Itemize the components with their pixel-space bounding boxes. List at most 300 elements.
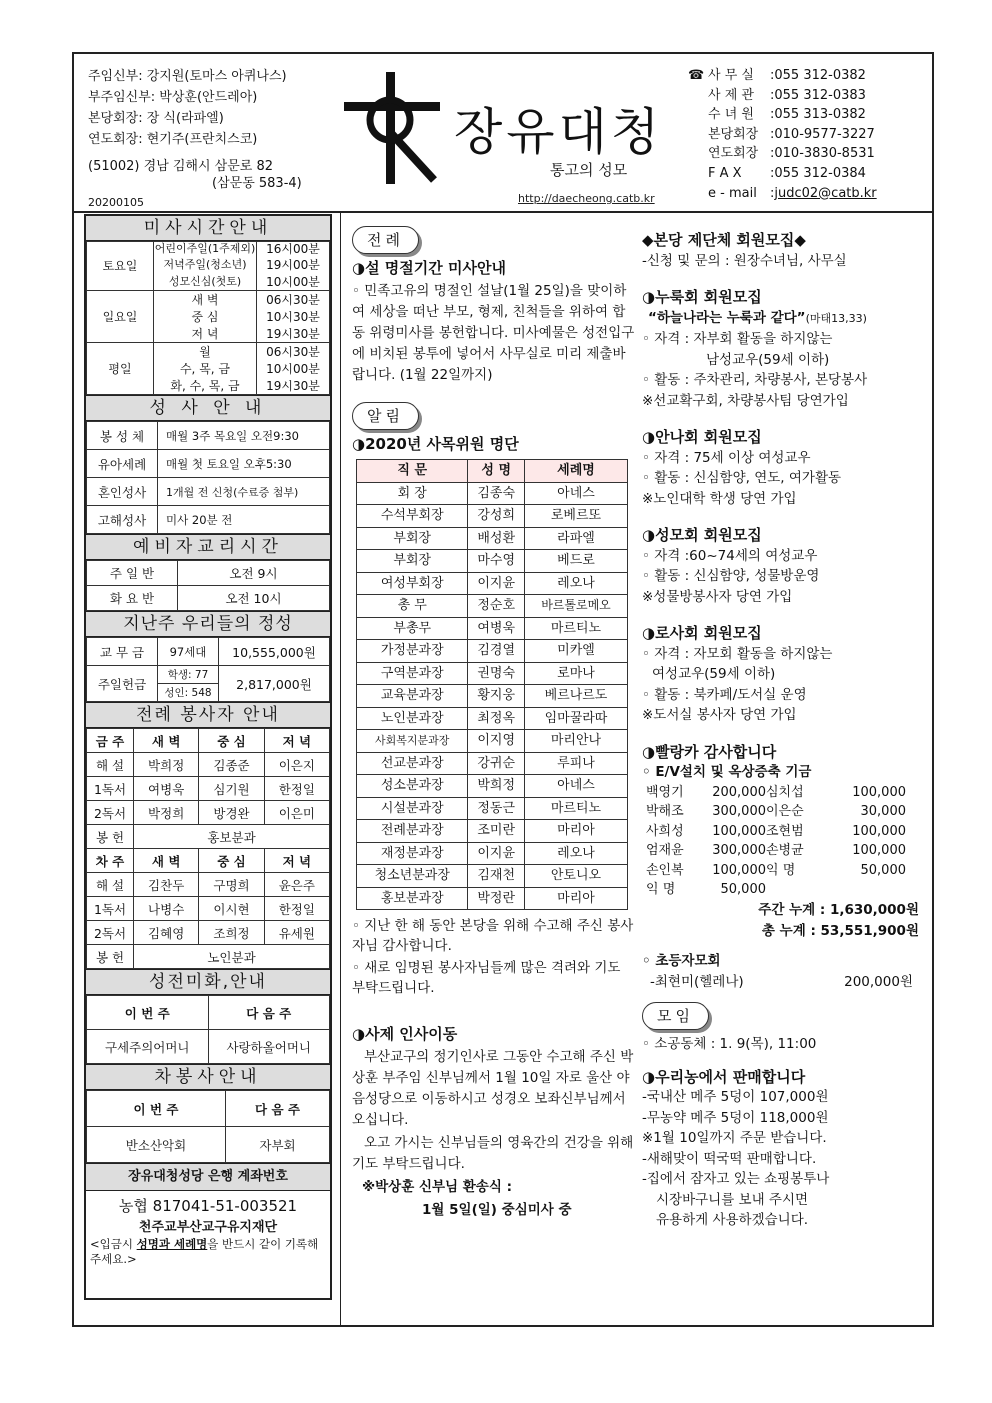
- flower-team: 사랑하올어머니: [208, 1030, 330, 1064]
- contact-key: 사 무 실: [708, 68, 754, 83]
- committee-position: 재정분과장: [357, 842, 468, 865]
- committee-position: 시설분과장: [357, 797, 468, 820]
- list-item: ◦ 자격 : 자부회 활동을 하지않는: [642, 331, 833, 347]
- list-item: ◦ 자격 : 자모회 활동을 하지않는: [642, 645, 833, 662]
- phone-icon: ☎: [688, 68, 705, 83]
- committee-name: 이지영: [468, 730, 524, 753]
- committee-row: [357, 820, 628, 843]
- liturgy-person: 김종준: [199, 753, 264, 777]
- list-item: 시장바구니를 보내 주시면: [656, 1191, 809, 1208]
- liturgy-role: 봉 헌: [87, 945, 134, 969]
- mass-time: 10시30분: [257, 308, 330, 325]
- offering-students: 학생: 77: [158, 666, 219, 684]
- committee-baptismal-name: 마리아: [524, 887, 627, 910]
- class-time: 오전 10시: [178, 586, 330, 611]
- committee-position: 부회장: [357, 527, 468, 550]
- flower-table: [86, 995, 330, 1064]
- committee-name: 박정란: [468, 887, 524, 910]
- paragraph: ◦ 민족고유의 명절인 설날(1월 25일)을 맞이하여 세상을 떠난 부모, 형제, 친척들을 위하여 합동 위령미사를 봉헌합니다. 미사예물은 성전입구에 비치된 봉투에 넣어서 사무실로 미리 제출바랍니다. (1월 22일까지): [352, 283, 635, 383]
- donor-name: 익 명: [646, 882, 676, 898]
- committee-baptismal-name: 로마나: [524, 662, 627, 685]
- sacrament-time: 매월 3주 목요일 오전9:30: [158, 422, 330, 450]
- committee-name: 황지웅: [468, 685, 524, 708]
- header: [74, 54, 932, 213]
- email-link[interactable]: judc02@catb.kr: [774, 185, 877, 201]
- section-heading: ◑사제 인사이동: [352, 1025, 458, 1043]
- committee-position: 가정분과장: [357, 640, 468, 663]
- bank-account: 농협 817041-51-003521: [118, 1197, 298, 1215]
- bank-owner: 천주교부산교구유지재단: [138, 1220, 278, 1235]
- liturgy-person: 조희정: [199, 921, 264, 945]
- committee-row: [357, 797, 628, 820]
- contact-value: 055 312-0383: [774, 87, 866, 103]
- mass-time: 19시30분: [257, 325, 330, 343]
- flower-head: 다 음 주: [208, 996, 330, 1030]
- paragraph: ◦ 지난 한 해 동안 본당을 위해 수고해 주신 봉사자님 감사합니다.: [352, 918, 634, 954]
- offering-amount: 10,555,000원: [219, 638, 330, 666]
- committee-position: 부총무: [357, 617, 468, 640]
- liturgy-person: 박희정: [134, 753, 199, 777]
- liturgy-head: 금 주: [87, 729, 134, 753]
- contact-value: :: [770, 68, 775, 83]
- donor-amount: 50,000: [720, 882, 766, 898]
- committee-row: [357, 707, 628, 730]
- liturgy-pill: 전례: [352, 226, 419, 254]
- address: [88, 158, 302, 192]
- donor-amount: 300,000: [712, 804, 766, 820]
- contact-row: [688, 66, 877, 86]
- section-heading: ◑우리농에서 판매합니다: [642, 1067, 806, 1086]
- list-item: 유용하게 사용하겠습니다.: [656, 1212, 809, 1229]
- donor-name: 엄재윤: [646, 843, 684, 859]
- liturgy-person: 유세원: [264, 921, 329, 945]
- committee-name: 마수영: [468, 550, 524, 573]
- committee-row: [357, 752, 628, 775]
- mass-time: 19시30분: [257, 377, 330, 395]
- contact-row: [688, 184, 877, 204]
- list-item: -새해맞이 떡국떡 판매합니다.: [642, 1150, 817, 1167]
- bulletin-page: [72, 52, 934, 1327]
- liturgy-person: 박정희: [134, 801, 199, 825]
- contacts-list: [688, 66, 877, 203]
- committee-name: 김경열: [468, 640, 524, 663]
- farewell-label: ※박상훈 신부님 환송식 :: [362, 1179, 512, 1195]
- meeting-pill: 모임: [642, 1002, 709, 1030]
- committee-baptismal-name: 마리아: [524, 820, 627, 843]
- sacrament-table: [86, 421, 330, 534]
- liturgy-role: 2독서: [87, 801, 134, 825]
- liturgy-head: 새 벽: [134, 729, 199, 753]
- column-divider: [340, 211, 341, 1325]
- mass-type: 성모신심(첫토): [154, 273, 257, 291]
- paragraph: ◦ 새로 임명된 봉사자님들께 많은 격려와 기도 부탁드립니다.: [352, 960, 621, 996]
- committee-position: 전례분과장: [357, 820, 468, 843]
- contact-row: [688, 105, 877, 125]
- committee-baptismal-name: 미카엘: [524, 640, 627, 663]
- committee-name: 강성희: [468, 505, 524, 528]
- contact-value: 055 312-0384: [774, 165, 866, 181]
- mass-time: 16시00분: [257, 242, 330, 257]
- list-item: ※성물방봉사자 당연 가입: [642, 588, 793, 605]
- car-service-title: 차봉사안내: [86, 1064, 330, 1090]
- committee-baptismal-name: 바르톨로메오: [524, 595, 627, 618]
- committee-head: 세례명: [524, 460, 627, 483]
- list-item: -국내산 메주 5덩이 107,000원: [642, 1089, 829, 1106]
- mass-time: 19시00분: [257, 256, 330, 273]
- offering-adults: 성인: 548: [158, 684, 219, 702]
- list-item: -집에서 잠자고 있는 쇼핑봉투나: [642, 1171, 830, 1188]
- committee-name: 권명숙: [468, 662, 524, 685]
- donor-amount: 200,000원: [844, 973, 913, 990]
- mass-type: 화, 수, 목, 금: [154, 377, 257, 395]
- contact-row: [688, 86, 877, 106]
- week-total: 주간 누계 : 1,630,000원: [758, 902, 919, 919]
- bank-note: [86, 1235, 330, 1269]
- contact-key: F A X: [708, 165, 742, 181]
- contact-value: 055 312-0382: [774, 68, 866, 83]
- committee-baptismal-name: 아네스: [524, 775, 627, 798]
- bank-note-text: 을 반드시 같이 기록해 주세요.>: [90, 1237, 319, 1266]
- sacrament-time: 1개월 전 신청(수료증 첨부): [158, 478, 330, 506]
- middle-column: [352, 226, 637, 1223]
- mass-times-table: [86, 241, 330, 395]
- liturgy-person: 윤은주: [264, 873, 329, 897]
- liturgy-role: 해 설: [87, 873, 134, 897]
- offering-amount: 2,817,000원: [219, 666, 330, 702]
- committee-row: [357, 775, 628, 798]
- section-heading: ◑성모회 회원모집: [642, 526, 762, 544]
- contact-value: :: [770, 185, 775, 201]
- liturgy-person: 나병수: [134, 897, 199, 921]
- committee-row: [357, 887, 628, 910]
- committee-baptismal-name: 루피나: [524, 752, 627, 775]
- list-item: ◦ 활동 : 주차관리, 차량봉사, 본당봉사: [642, 372, 868, 388]
- committee-position: 홍보분과장: [357, 887, 468, 910]
- donor-amount: 100,000: [852, 843, 906, 859]
- bank-note-text: <입금시: [90, 1237, 137, 1251]
- list-item: 남성교우(59세 이하): [706, 351, 830, 368]
- list-item: ※선교확구회, 차량봉사팀 당연가입: [642, 392, 849, 409]
- sacrament-time: 매월 첫 토요일 오후5:30: [158, 450, 330, 478]
- committee-row: [357, 505, 628, 528]
- committee-row: [357, 662, 628, 685]
- contact-key: 수 녀 원: [708, 107, 754, 123]
- sacrament-name: 봉 성 체: [87, 422, 158, 450]
- section-heading: ◑빨랑카 감사합니다: [642, 742, 777, 761]
- donor-name: 손병균: [766, 843, 804, 859]
- list-item: 여성교우(59세 이하): [652, 666, 776, 682]
- list-item: ※1월 10일까지 주문 받습니다.: [642, 1130, 827, 1147]
- paragraph: 오고 가시는 신부님들의 영육간의 건강을 위해 기도 부탁드립니다.: [352, 1135, 634, 1172]
- committee-position: 수석부회장: [357, 505, 468, 528]
- donor-amount: 100,000: [712, 862, 766, 878]
- bank-info: [86, 1191, 330, 1269]
- contact-value: :: [770, 107, 775, 123]
- list-item: ※노인대학 학생 당연 가입: [642, 490, 797, 507]
- committee-baptismal-name: 라파엘: [524, 527, 627, 550]
- donor-amount: 30,000: [860, 804, 906, 820]
- committee-name: 김종숙: [468, 482, 524, 505]
- committee-baptismal-name: 임마꿀라따: [524, 707, 627, 730]
- committee-position: 회 장: [357, 482, 468, 505]
- donor-list: [646, 783, 927, 901]
- committee-head: 직 문: [357, 460, 468, 483]
- car-team: 자부회: [225, 1127, 329, 1163]
- contact-row: [688, 125, 877, 145]
- offering-households: 97세대: [158, 638, 219, 666]
- committee-table: [356, 459, 628, 910]
- flower-team: 구세주의어머니: [87, 1030, 209, 1064]
- committee-baptismal-name: 레오나: [524, 842, 627, 865]
- car-head: 다 음 주: [225, 1091, 329, 1127]
- clergy-line: 본당회장: 장 식(라파엘): [88, 111, 224, 126]
- committee-baptismal-name: 베드로: [524, 550, 627, 573]
- car-service-table: [86, 1090, 330, 1163]
- committee-row: [357, 842, 628, 865]
- liturgy-head: 저 녁: [264, 849, 329, 873]
- donor-amount: 100,000: [712, 823, 766, 839]
- mass-type: 저녁주일(청소년): [154, 256, 257, 273]
- mass-day: 일요일: [87, 291, 154, 343]
- committee-row: [357, 595, 628, 618]
- contact-key: 연도회장: [708, 146, 759, 162]
- class-time: 오전 9시: [178, 561, 330, 586]
- committee-name: 조미란: [468, 820, 524, 843]
- list-item: ◦ 활동 : 신심함양, 연도, 여가활동: [642, 470, 842, 486]
- committee-row: [357, 617, 628, 640]
- liturgy-head: 중 심: [199, 729, 264, 753]
- liturgy-person: 이시현: [199, 897, 264, 921]
- liturgy-offering-team: 노인분과: [134, 945, 330, 969]
- committee-row: [357, 865, 628, 888]
- parish-subtitle: 통고의 성모: [550, 161, 628, 179]
- contact-row: [688, 164, 877, 184]
- liturgy-role: 봉 헌: [87, 825, 134, 849]
- right-column: [642, 226, 927, 1231]
- liturgy-role: 해 설: [87, 753, 134, 777]
- mass-time: 10시00분: [257, 273, 330, 291]
- liturgy-role: 1독서: [87, 777, 134, 801]
- cross-logo-icon: [342, 72, 442, 184]
- donor-name: -최현미(헬레나): [650, 973, 744, 990]
- committee-position: 여성부회장: [357, 572, 468, 595]
- car-head: 이 번 주: [87, 1091, 226, 1127]
- notice-pill: 알림: [352, 402, 419, 430]
- fund-heading: ◦ E/V설치 및 옥상증축 기금: [642, 764, 812, 780]
- committee-name: 정동근: [468, 797, 524, 820]
- donor-name: 손인복: [646, 862, 684, 878]
- catechumen-title: 예비자교리시간: [86, 534, 330, 560]
- paragraph: -신청 및 문의 : 원장수녀님, 사무실: [642, 252, 847, 269]
- quote: [642, 308, 927, 330]
- liturgy-person: 김혜영: [134, 921, 199, 945]
- liturgy-head: 차 주: [87, 849, 134, 873]
- committee-baptismal-name: 아네스: [524, 482, 627, 505]
- donor-name: 백영기: [646, 784, 684, 800]
- committee-baptismal-name: 안토니오: [524, 865, 627, 888]
- section-heading: ◑안나회 회원모집: [642, 428, 762, 446]
- mass-day: 토요일: [87, 242, 154, 291]
- contact-key: 본당회장: [708, 126, 759, 142]
- committee-baptismal-name: 마리안나: [524, 730, 627, 753]
- list-item: ※도서실 봉사자 당연 가입: [642, 707, 797, 723]
- issue-number: 20200105: [88, 196, 144, 209]
- paragraph: 부산교구의 정기인사로 그동안 수고해 주신 박상훈 부주임 신부님께서 1월 10일 자로 울산 야음성당으로 이동하시고 성경오 보좌신부님께서 오십니다.: [352, 1049, 634, 1128]
- committee-position: 구역분과장: [357, 662, 468, 685]
- donor-amount: 100,000: [852, 823, 906, 839]
- donor-name: 사희성: [646, 823, 684, 839]
- liturgy-person: 심기원: [199, 777, 264, 801]
- committee-name: 강귀순: [468, 752, 524, 775]
- contact-value: :: [770, 146, 775, 162]
- bank-note-emphasis: 성명과 세례명: [136, 1237, 208, 1251]
- mass-time: 10시00분: [257, 360, 330, 377]
- donor-name: 익 명: [766, 862, 796, 878]
- committee-baptismal-name: 로베르또: [524, 505, 627, 528]
- offering-label: 주일헌금: [87, 666, 158, 702]
- sacrament-title: 성 사 안 내: [86, 395, 330, 421]
- address-line: (51002) 경남 김해시 삼문로 82: [88, 159, 274, 174]
- mass-type: 새 벽: [154, 291, 257, 309]
- committee-row: [357, 572, 628, 595]
- mass-type: 월: [154, 343, 257, 361]
- section-heading: ◑2020년 사목위원 명단: [352, 435, 519, 453]
- donor-name: 심치섭: [766, 784, 804, 800]
- parish-url-link[interactable]: http://daecheong.catb.kr: [518, 192, 655, 205]
- contact-value: 055 313-0382: [774, 107, 866, 123]
- liturgy-table: [86, 728, 330, 969]
- committee-position: 청소년분과장: [357, 865, 468, 888]
- catechumen-table: [86, 560, 330, 611]
- committee-position: 부회장: [357, 550, 468, 573]
- mass-type: 어린이주일(1주제외): [154, 242, 256, 255]
- contact-value: :: [770, 87, 775, 103]
- liturgy-head: 저 녁: [264, 729, 329, 753]
- contact-key: e - mail: [708, 185, 757, 201]
- committee-baptismal-name: 베르나르도: [524, 685, 627, 708]
- list-item: ◦ 활동 : 북카페/도서실 운영: [642, 686, 807, 703]
- section-heading: ◆본당 제단체 회원모집◆: [642, 231, 806, 249]
- mass-type: 수, 목, 금: [154, 360, 257, 377]
- sacrament-name: 혼인성사: [87, 478, 158, 506]
- mass-day: 평일: [87, 343, 154, 395]
- quote-text: “하늘나라는 누룩과 같다”: [648, 309, 806, 326]
- liturgy-role: 1독서: [87, 897, 134, 921]
- flower-head: 이 번 주: [87, 996, 209, 1030]
- committee-name: 이지윤: [468, 572, 524, 595]
- committee-position: 총 무: [357, 595, 468, 618]
- bank-title: 장유대청성당 은행 계좌번호: [86, 1163, 330, 1191]
- committee-row: [357, 482, 628, 505]
- committee-name: 박희정: [468, 775, 524, 798]
- flower-title: 성전미화,안내: [86, 969, 330, 995]
- donor-amount: [836, 880, 906, 900]
- committee-position: 선교분과장: [357, 752, 468, 775]
- class-name: 주 일 반: [87, 561, 178, 586]
- sacrament-time: 미사 20분 전: [158, 506, 330, 534]
- donor-amount: 100,000: [852, 784, 906, 800]
- committee-position: 성소분과장: [357, 775, 468, 798]
- car-team: 반소산악회: [87, 1127, 226, 1163]
- committee-name: 이지윤: [468, 842, 524, 865]
- committee-row: [357, 550, 628, 573]
- mass-time: 06시30분: [257, 291, 330, 309]
- list-item: ◦ 활동 : 신심함양, 성물방운영: [642, 568, 820, 584]
- liturgy-person: 이은미: [264, 801, 329, 825]
- contact-value: :: [770, 165, 775, 181]
- committee-position: 노인분과장: [357, 707, 468, 730]
- meeting-info: ◦ 소공동체 : 1. 9(목), 11:00: [642, 1036, 817, 1053]
- liturgy-person: 이은지: [264, 753, 329, 777]
- mass-times-title: 미사시간안내: [86, 216, 330, 241]
- donor-amount: 200,000: [712, 784, 766, 800]
- left-sidebar: [84, 214, 332, 1300]
- committee-position: 사회복지분과장: [357, 730, 468, 753]
- list-item: ◦ 자격 : 75세 이상 여성교우: [642, 449, 811, 466]
- contact-value: 010-3830-8531: [774, 146, 875, 162]
- committee-name: 여병욱: [468, 617, 524, 640]
- list-item: -무농약 메주 5덩이 118,000원: [642, 1109, 829, 1126]
- committee-position: 교육분과장: [357, 685, 468, 708]
- committee-row: [357, 640, 628, 663]
- liturgy-head: 새 벽: [134, 849, 199, 873]
- section-heading: ◑로사회 회원모집: [642, 624, 762, 642]
- quote-ref: (마태13,33): [805, 311, 867, 325]
- liturgy-head: 중 심: [199, 849, 264, 873]
- contact-value: :: [770, 126, 775, 142]
- sacrament-name: 유아세례: [87, 450, 158, 478]
- donor-amount: 300,000: [712, 843, 766, 859]
- class-name: 화 요 반: [87, 586, 178, 611]
- liturgy-person: 구명희: [199, 873, 264, 897]
- donor-name: 박해조: [646, 804, 684, 820]
- clergy-line: 부주임신부: 박상훈(안드레아): [88, 90, 258, 105]
- committee-row: [357, 730, 628, 753]
- liturgy-person: 한정일: [264, 897, 329, 921]
- committee-head: 성 명: [468, 460, 524, 483]
- committee-baptismal-name: 마르티노: [524, 617, 627, 640]
- clergy-line: 연도회장: 현기주(프란치스코): [88, 132, 258, 147]
- liturgy-person: 한정일: [264, 777, 329, 801]
- donor-amount: 50,000: [860, 862, 906, 878]
- liturgy-title: 전례 봉사자 안내: [86, 702, 330, 728]
- liturgy-person: 김찬두: [134, 873, 199, 897]
- donor-name: 조현범: [766, 823, 804, 839]
- clergy-line: 주임신부: 강지원(토마스 아퀴나스): [88, 69, 287, 84]
- contact-value: 010-9577-3227: [774, 126, 875, 142]
- committee-row: [357, 527, 628, 550]
- liturgy-person: 방경완: [199, 801, 264, 825]
- section-heading: ◑누룩회 회원모집: [642, 288, 762, 306]
- liturgy-role: 2독서: [87, 921, 134, 945]
- contact-row: [688, 144, 877, 164]
- section-heading: ◦ 초등자모회: [642, 953, 721, 970]
- clergy-block: [88, 66, 302, 192]
- mass-type: 저 녁: [154, 325, 257, 343]
- section-heading: ◑설 명절기간 미사안내: [352, 259, 506, 277]
- farewell-date: 1월 5일(일) 중심미사 중: [422, 1202, 572, 1218]
- donor-name: 이은순: [766, 804, 804, 820]
- offering-title: 지난주 우리들의 정성: [86, 611, 330, 637]
- committee-name: 김재천: [468, 865, 524, 888]
- committee-baptismal-name: 레오나: [524, 572, 627, 595]
- sacrament-name: 고해성사: [87, 506, 158, 534]
- committee-name: 배성환: [468, 527, 524, 550]
- offering-label: 교 무 금: [87, 638, 158, 666]
- grand-total: 총 누계 : 53,551,900원: [761, 922, 919, 939]
- committee-row: [357, 685, 628, 708]
- mass-time: 06시30분: [257, 343, 330, 361]
